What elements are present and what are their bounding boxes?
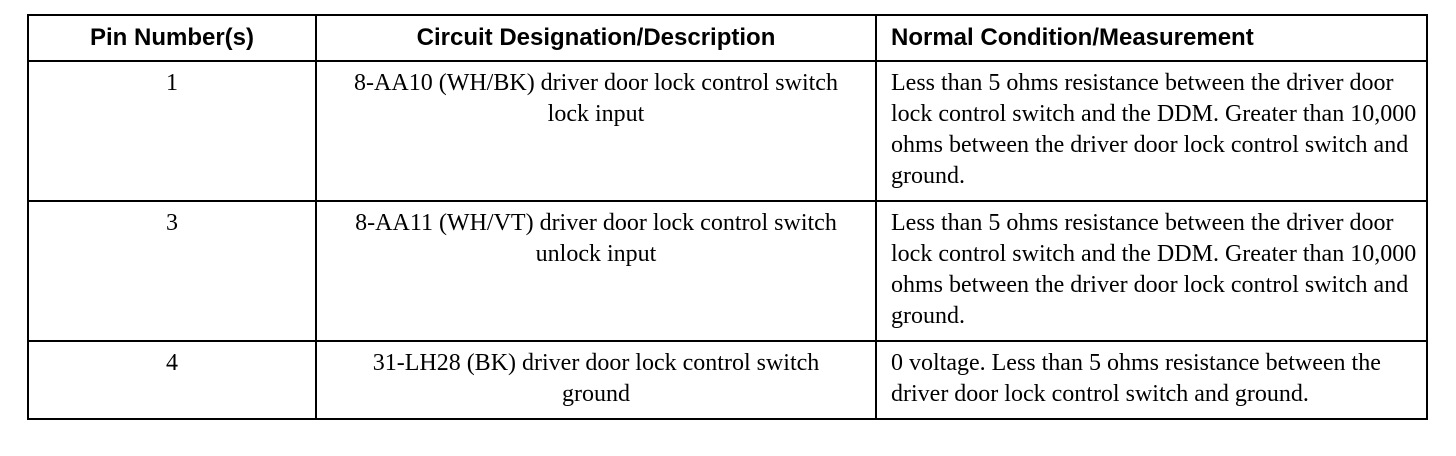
header-row bbox=[28, 15, 1427, 61]
circuit-description-cell bbox=[316, 61, 876, 201]
circuit-description-cell bbox=[316, 341, 876, 419]
header-pin-numbers: Pin Number(s) bbox=[28, 15, 316, 61]
condition-measurement-cell: Less than 5 ohms resistance between the driver door lock control switch and the DDM. Greater than 10,000 ohms between the driver door lock control switch and ground. bbox=[876, 61, 1427, 201]
header-circuit-designation: Circuit Designation/Description bbox=[316, 15, 876, 61]
table-row bbox=[28, 201, 1427, 341]
circuit-description-text: 8-AA10 (WH/BK) driver door lock control switch lock input bbox=[354, 70, 838, 127]
pin-number-cell: 3 bbox=[28, 201, 316, 341]
circuit-description-cell bbox=[316, 201, 876, 341]
circuit-description-text: 8-AA11 (WH/VT) driver door lock control switch unlock input bbox=[355, 210, 837, 267]
pin-specification-table bbox=[27, 14, 1428, 420]
table-header bbox=[28, 15, 1427, 61]
condition-measurement-cell: 0 voltage. Less than 5 ohms resistance between the driver door lock control switch and ground. bbox=[876, 341, 1427, 419]
table-body bbox=[28, 61, 1427, 419]
header-normal-condition: Normal Condition/Measurement bbox=[876, 15, 1427, 61]
pin-number-cell: 4 bbox=[28, 341, 316, 419]
circuit-description-text: 31-LH28 (BK) driver door lock control switch ground bbox=[372, 350, 820, 407]
condition-measurement-cell: Less than 5 ohms resistance between the driver door lock control switch and the DDM. Greater than 10,000 ohms between the driver door lock control switch and ground. bbox=[876, 201, 1427, 341]
pin-number-cell: 1 bbox=[28, 61, 316, 201]
table-row bbox=[28, 341, 1427, 419]
table-row bbox=[28, 61, 1427, 201]
